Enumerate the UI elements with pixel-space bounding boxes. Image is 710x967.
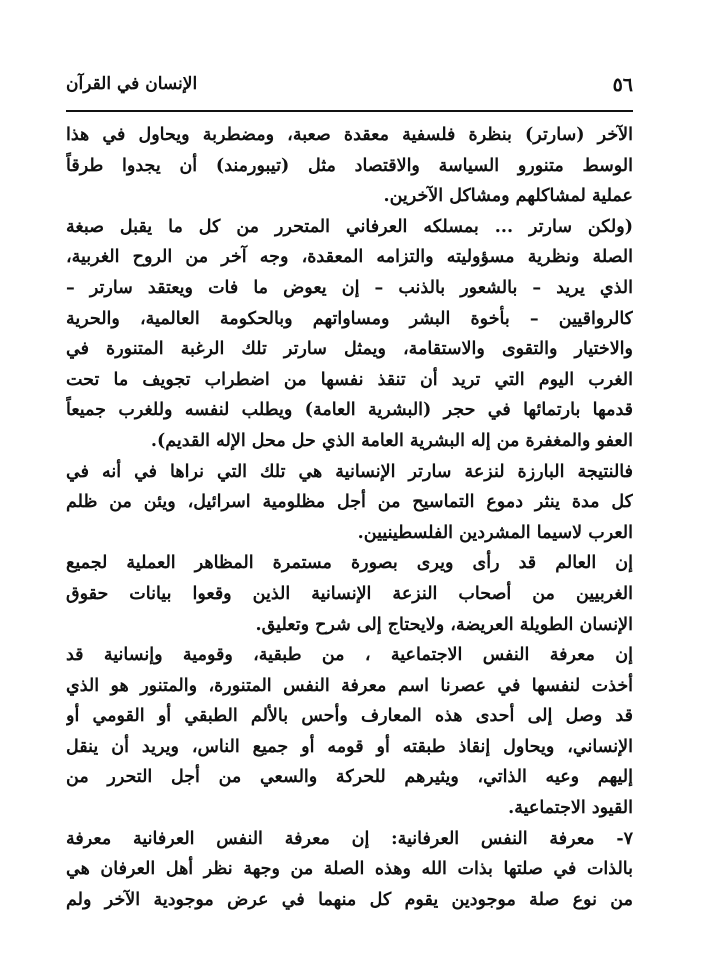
text-line: الإنسان الطويلة العريضة، ولايحتاج إلى شرح وتعليق. [255,614,633,635]
text-line: كالرواقيين – بأخوة البشر ومساواتهم وبالحكومة العالمية، والحرية [66,308,633,329]
running-title: الإنسان في القرآن [66,74,198,94]
page-header [66,70,633,110]
text-line: أخذت لنفسها في عصرنا اسم معرفة النفس المتنورة، والمتنور هو الذي [66,675,633,696]
text-line: فالنتيجة البارزة لنزعة سارتر الإنسانية هي تلك التي نراها في أنه في [66,461,633,482]
text-line: الذي يريد – بالشعور بالذنب – إن يعوض ما فات ويعتقد سارتر – [66,277,633,298]
text-line: بالذات في صلتها بذات الله وهذه الصلة من وجهة نظر أهل العرفان هي [66,859,633,880]
text-line: الغربيين من أصحاب النزعة الإنسانية الذين وقعوا بيانات حقوق [66,583,633,604]
text-line: إن العالم قد رأى ويرى بصورة مستمرة المظاهر العملية لجميع [66,553,633,574]
text-line: إليهم وعيه الذاتي، ويثيرهم للحركة والسعي من أجل التحرر من [66,767,633,788]
text-line: الوسط متنورو السياسة والاقتصاد مثل (تيبورمند) أن يجدوا طرقاً [66,155,633,176]
text-line: الصلة ونظرية مسؤوليته والتزامه المعقدة، وجه آخر من الروح الغربية، [66,247,633,268]
header-rule [66,110,633,112]
text-line: العرب لاسيما المشردين الفلسطينيين. [357,522,633,543]
text-line: إن معرفة النفس الاجتماعية ، من طبقية، وقومية وإنسانية قد [66,645,633,666]
text-line: ٧- معرفة النفس العرفانية: إن معرفة النفس العرفانية معرفة [66,828,633,849]
text-line: (ولكن سارتر ... بمسلكه العرفاني المتحرر من كل ما يقبل صبغة [66,216,633,237]
page-number: ٥٦ [612,74,633,96]
text-line: والاختيار والتقوى والاستقامة، ويمثل سارتر تلك الرغبة المتنورة في [66,339,633,360]
text-line: من نوع صلة موجودين يقوم كل منهما في عرض موجودية الآخر ولم [66,889,633,910]
body-text [66,120,633,915]
text-line: القيود الاجتماعية. [508,798,633,819]
text-line: كل مدة ينثر دموع التماسيح من أجل مظلومية اسرائيل، ويئن من ظلم [66,492,633,513]
text-line: قد وصل إلى أحدى هذه المعارف وأحس بالألم الطبقي أو القومي أو [66,706,633,727]
text-line: الإنساني، ويحاول إنقاذ طبقته أو قومه أو جميع الناس، ويريد أن ينقل [66,736,633,757]
text-line: عملية لمشاكلهم ومشاكل الآخرين. [383,186,633,207]
text-line: الغرب اليوم التي تريد أن تنقذ نفسها من اضطراب تجويف ما تحت [66,369,633,390]
text-line: العفو والمغفرة من إله البشرية العامة الذي حل محل الإله القديم). [150,430,633,451]
text-line: قدمها بارتمائها في حجر (البشرية العامة) ويطلب لنفسه وللغرب جميعاً [66,400,633,421]
text-line: الآخر (سارتر) بنظرة فلسفية معقدة صعبة، ومضطربة ويحاول في هذا [66,125,633,145]
